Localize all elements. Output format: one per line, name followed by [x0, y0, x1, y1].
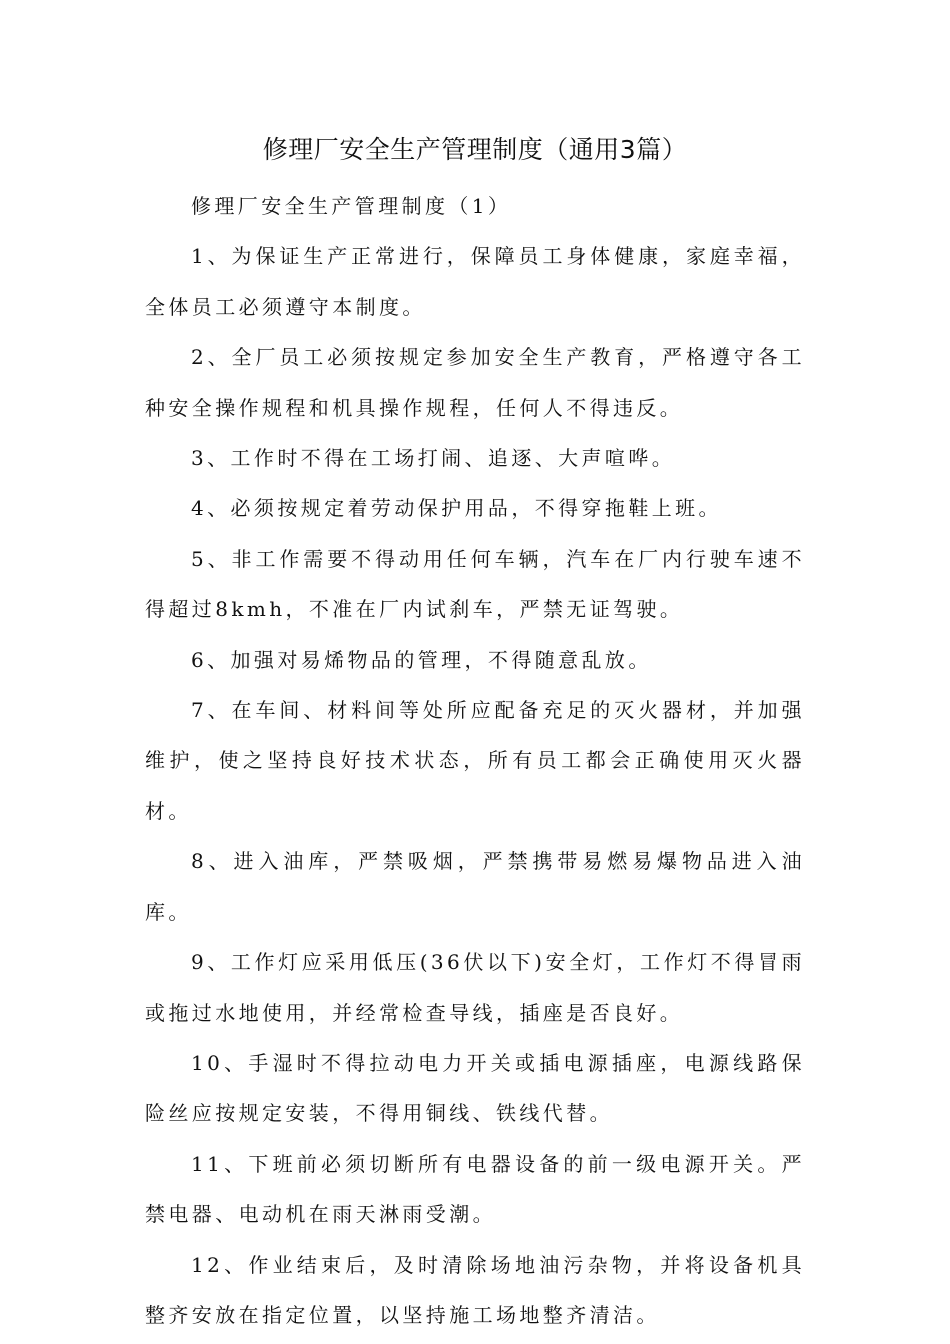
rule-paragraph-2: 2、全厂员工必须按规定参加安全生产教育，严格遵守各工种安全操作规程和机具操作规程，任何人不得违反。: [145, 345, 805, 420]
rule-paragraph-1: 1、为保证生产正常进行，保障员工身体健康，家庭幸福，全体员工必须遵守本制度。: [145, 244, 805, 319]
rule-paragraph-10: 10、手湿时不得拉动电力开关或插电源插座，电源线路保险丝应按规定安装，不得用铜线、铁线代替。: [145, 1050, 805, 1126]
document-title: 修理厂安全生产管理制度（通用3篇）: [262, 135, 688, 164]
document-body: [145, 181, 805, 1340]
rule-paragraph-4: 4、必须按规定着劳动保护用品，不得穿拖鞋上班。: [191, 496, 722, 521]
rule-paragraph-9: 9、工作灯应采用低压(36伏以下)安全灯，工作灯不得冒雨或拖过水地使用，并经常检查导线，插座是否良好。: [145, 950, 805, 1025]
rule-paragraph-6: 6、加强对易烯物品的管理，不得随意乱放。: [191, 647, 652, 672]
rule-paragraph-5: 5、非工作需要不得动用任何车辆，汽车在厂内行驶车速不得超过8kmh，不准在厂内试刹车，严禁无证驾驶。: [145, 546, 805, 622]
rule-paragraph-11: 11、下班前必须切断所有电器设备的前一级电源开关。严禁电器、电动机在雨天淋雨受潮。: [145, 1151, 805, 1227]
rule-paragraph-8: 8、进入油库，严禁吸烟，严禁携带易燃易爆物品进入油库。: [145, 849, 805, 924]
rule-paragraph-7: 7、在车间、材料间等处所应配备充足的灭火器材，并加强维护，使之坚持良好技术状态，所有员工都会正确使用灭火器材。: [145, 698, 805, 823]
section-heading: 修理厂安全生产管理制度（1）: [191, 194, 512, 218]
rule-paragraph-12: 12、作业结束后，及时清除场地油污杂物，并将设备机具整齐安放在指定位置，以坚持施工场地整齐清洁。: [145, 1252, 805, 1327]
rule-paragraph-3: 3、工作时不得在工场打闹、追逐、大声喧哗。: [191, 446, 676, 471]
